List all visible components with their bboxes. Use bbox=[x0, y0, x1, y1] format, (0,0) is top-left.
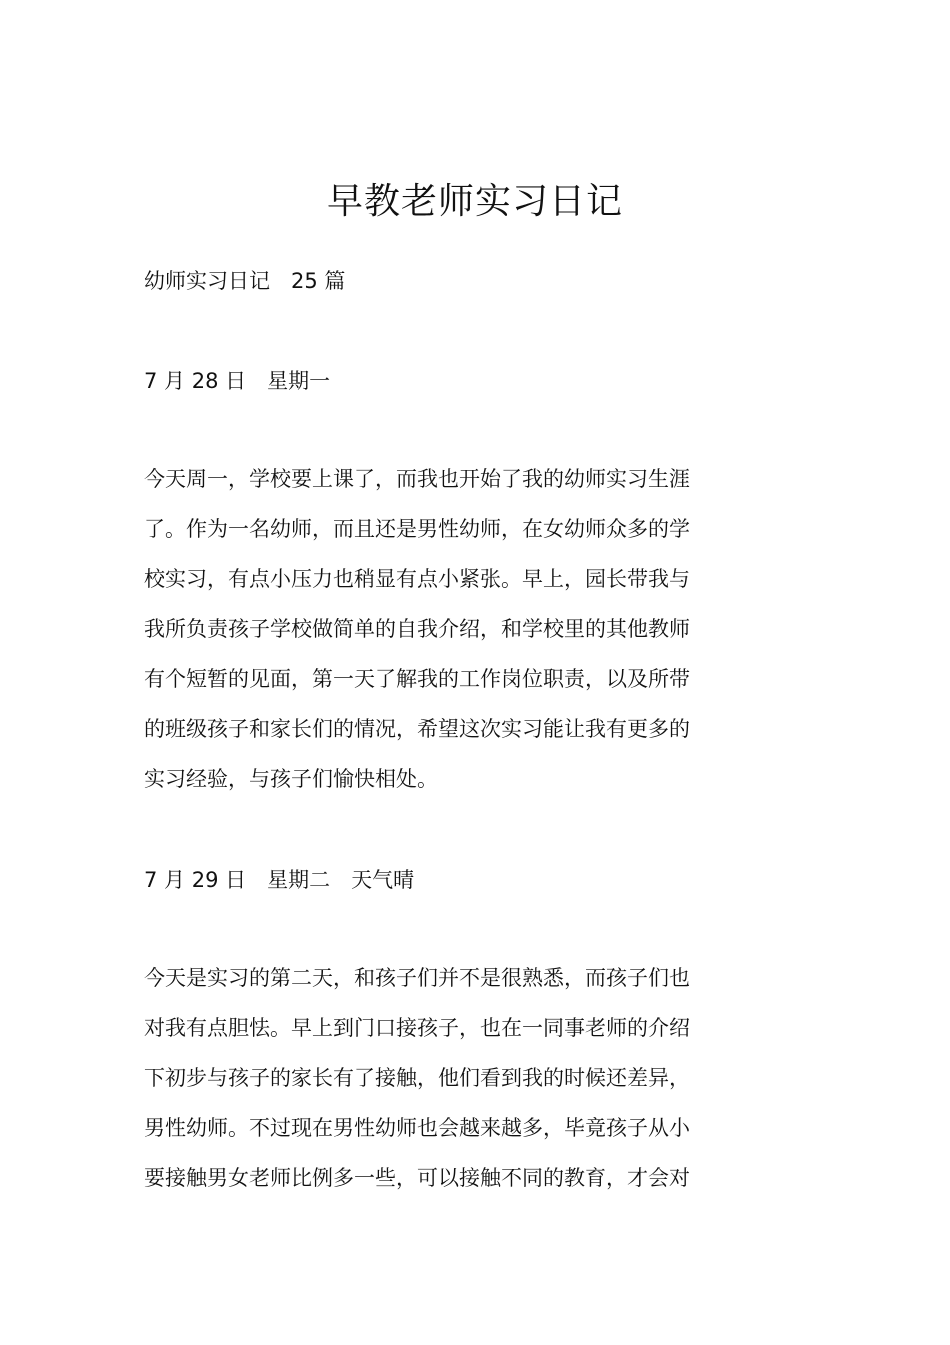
entry-paragraph bbox=[144, 953, 744, 1203]
paragraph-line: 对我有点胆怯。早上到门口接孩子，也在一同事老师的介绍 bbox=[144, 1016, 690, 1040]
paragraph-line: 实习经验，与孩子们愉快相处。 bbox=[144, 767, 438, 791]
document-title: 早教老师实习日记 bbox=[326, 181, 623, 222]
paragraph-line: 了。作为一名幼师，而且还是男性幼师，在女幼师众多的学 bbox=[144, 517, 690, 541]
entry-paragraph bbox=[144, 454, 744, 804]
entry-date: 7 月 29 日 星期二 天气晴 bbox=[144, 868, 415, 892]
paragraph-line: 的班级孩子和家长们的情况，希望这次实习能让我有更多的 bbox=[144, 717, 690, 741]
paragraph-line: 今天是实习的第二天，和孩子们并不是很熟悉，而孩子们也 bbox=[144, 966, 690, 990]
entry-date: 7 月 28 日 星期一 bbox=[144, 369, 331, 393]
paragraph-line: 我所负责孩子学校做简单的自我介绍，和学校里的其他教师 bbox=[144, 617, 690, 641]
paragraph-line: 校实习，有点小压力也稍显有点小紧张。早上，园长带我与 bbox=[144, 567, 690, 591]
document-subtitle: 幼师实习日记 25 篇 bbox=[144, 269, 346, 293]
paragraph-line: 男性幼师。不过现在男性幼师也会越来越多，毕竟孩子从小 bbox=[144, 1116, 690, 1140]
paragraph-line: 今天周一，学校要上课了，而我也开始了我的幼师实习生涯 bbox=[144, 467, 690, 491]
paragraph-line: 有个短暂的见面，第一天了解我的工作岗位职责，以及所带 bbox=[144, 667, 690, 691]
paragraph-line: 下初步与孩子的家长有了接触，他们看到我的时候还差异， bbox=[144, 1066, 690, 1090]
paragraph-line: 要接触男女老师比例多一些，可以接触不同的教育，才会对 bbox=[144, 1166, 690, 1190]
